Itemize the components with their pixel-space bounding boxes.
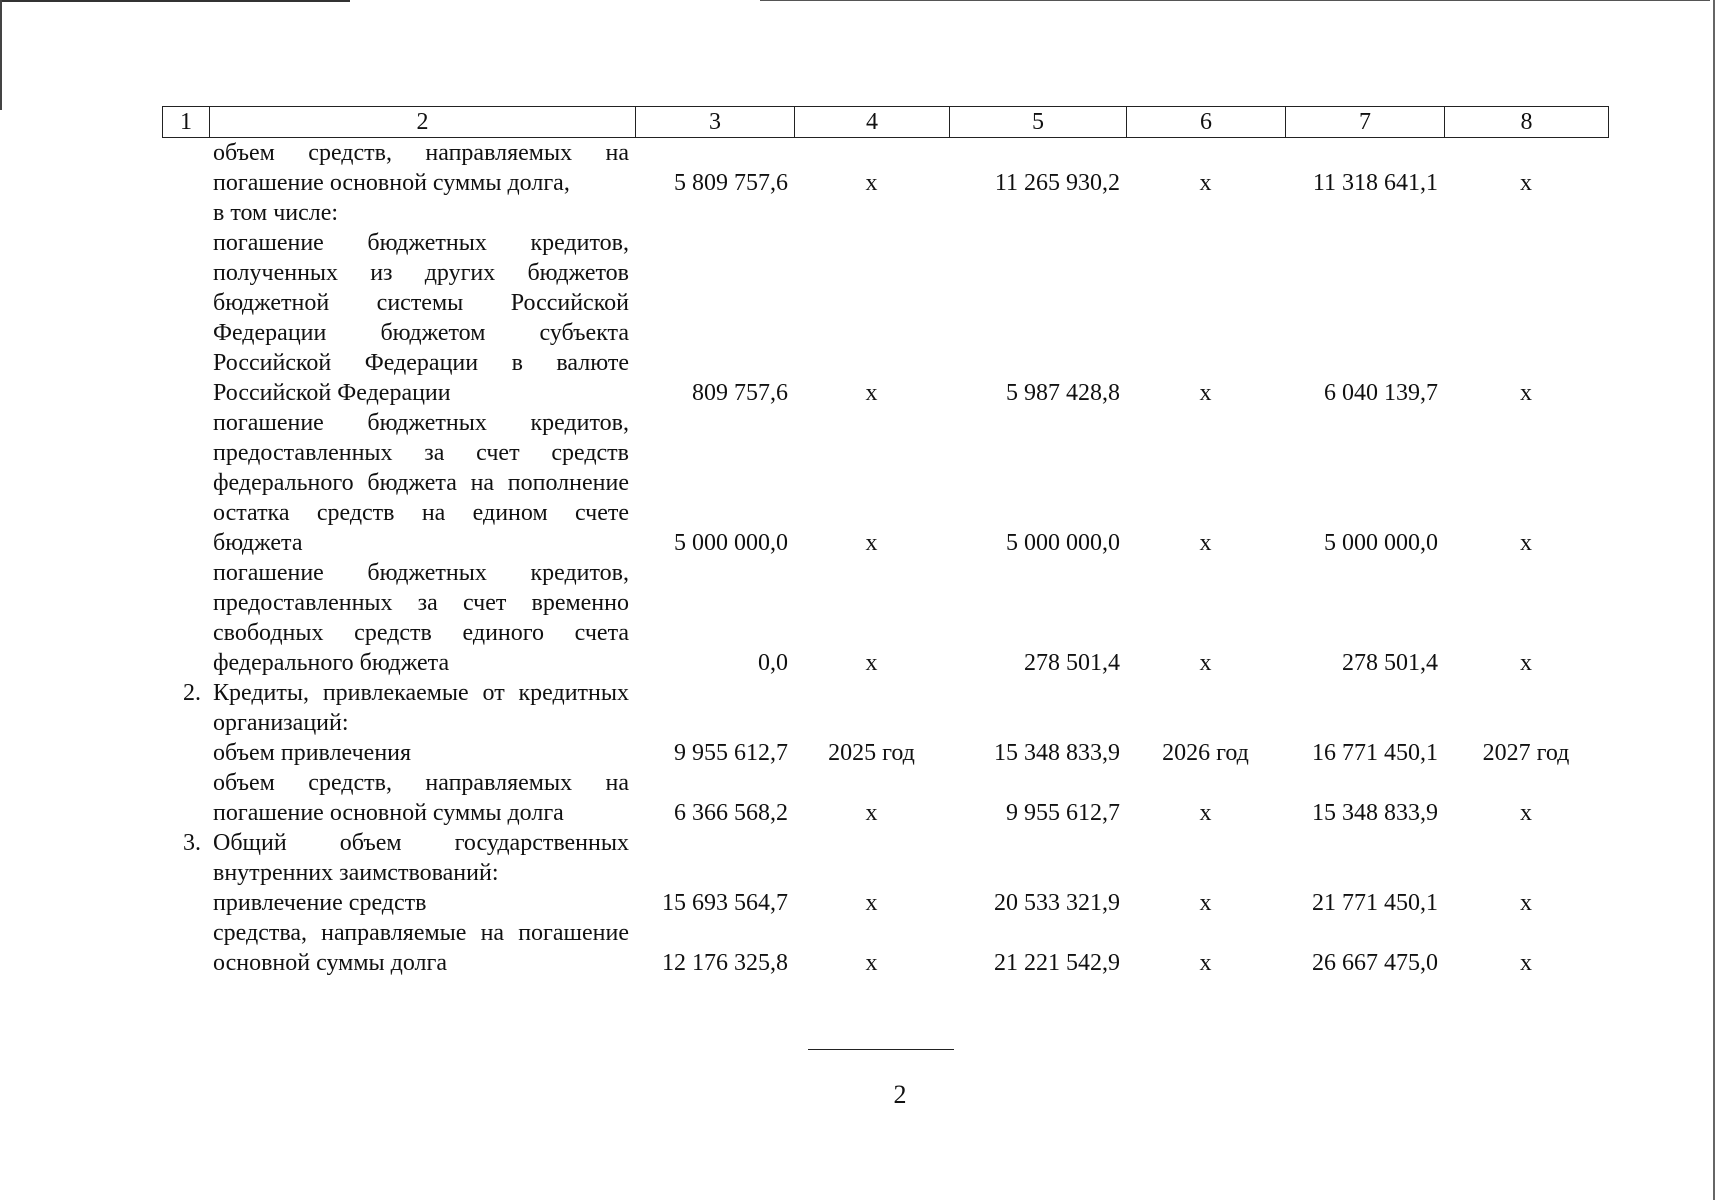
scan-edge-left — [0, 0, 3, 110]
value-col-4: 2025 год — [828, 740, 915, 766]
column-number-header — [162, 106, 1609, 138]
value-col-6: 2026 год — [1162, 740, 1249, 766]
row-label: средства, направляемые на погашение основной суммы долга — [213, 920, 629, 976]
table-row — [162, 828, 1608, 888]
row-label: Кредиты, привлекаемые от кредитных организаций: — [213, 680, 629, 736]
table-row — [162, 678, 1608, 738]
header-col-2: 2 — [210, 107, 636, 138]
value-col-8: х — [1520, 650, 1532, 676]
value-col-6: х — [1199, 530, 1212, 556]
value-col-7 — [1285, 678, 1444, 738]
table-row — [162, 768, 1608, 828]
value-col-5 — [949, 828, 1126, 888]
row-label: в том числе: — [213, 200, 339, 226]
row-number — [162, 408, 209, 558]
value-col-5: 21 221 542,9 — [994, 950, 1120, 976]
value-col-7: 5 000 000,0 — [1324, 530, 1438, 556]
table-row — [162, 558, 1608, 678]
header-col-4: 4 — [795, 107, 950, 138]
value-col-7: 16 771 450,1 — [1312, 740, 1438, 766]
value-col-8 — [1444, 198, 1608, 228]
value-col-6: х — [1199, 380, 1212, 406]
value-col-5: 15 348 833,9 — [994, 740, 1120, 766]
value-col-7: 278 501,4 — [1342, 650, 1438, 676]
row-label: объем привлечения — [213, 740, 412, 766]
value-col-6: х — [1199, 890, 1212, 916]
value-col-8: х — [1520, 950, 1532, 976]
scan-edge-top-right — [760, 0, 1710, 2]
value-col-6: х — [1199, 170, 1212, 196]
row-label: Общий объем государственных внутренних заимствований: — [213, 830, 629, 886]
row-number — [162, 738, 209, 768]
table-row — [162, 918, 1608, 978]
value-col-5: 278 501,4 — [1024, 650, 1120, 676]
row-number — [162, 768, 209, 828]
value-col-6 — [1126, 198, 1285, 228]
value-col-6 — [1126, 828, 1285, 888]
value-col-4: х — [865, 170, 878, 196]
value-col-5: 5 987 428,8 — [1006, 380, 1120, 406]
value-col-4: х — [865, 950, 878, 976]
value-col-8: х — [1520, 170, 1532, 196]
value-col-7 — [1285, 828, 1444, 888]
table-row — [162, 888, 1608, 918]
value-col-8 — [1444, 828, 1608, 888]
value-col-3 — [635, 198, 794, 228]
value-col-8: х — [1520, 380, 1532, 406]
value-col-7: 15 348 833,9 — [1312, 800, 1438, 826]
value-col-4: х — [865, 380, 878, 406]
value-col-3 — [635, 828, 794, 888]
row-number: 3. — [183, 830, 201, 856]
value-col-4: х — [865, 650, 878, 676]
value-col-3: 5 809 757,6 — [674, 170, 788, 196]
value-col-7: 11 318 641,1 — [1312, 170, 1438, 196]
header-col-1: 1 — [163, 107, 210, 138]
value-col-5: 5 000 000,0 — [1006, 530, 1120, 556]
row-number — [162, 888, 209, 918]
header-col-5: 5 — [950, 107, 1127, 138]
borrowings-table — [162, 138, 1608, 978]
value-col-8: 2027 год — [1482, 740, 1570, 766]
value-col-6: х — [1199, 800, 1212, 826]
value-col-5 — [949, 678, 1126, 738]
row-label: погашение бюджетных кредитов, предоставленных за счет средств федерального бюджета на пополнение остатка средств на едином счете бюджета — [213, 410, 629, 556]
value-col-4: х — [865, 530, 878, 556]
table-row — [162, 228, 1608, 408]
value-col-3: 5 000 000,0 — [674, 530, 788, 556]
row-number — [162, 918, 209, 978]
row-label: объем средств, направляемых на погашение основной суммы долга — [213, 770, 629, 826]
value-col-3: 9 955 612,7 — [674, 740, 788, 766]
value-col-8: х — [1520, 800, 1532, 826]
row-number — [162, 138, 209, 198]
value-col-5: 9 955 612,7 — [1006, 800, 1120, 826]
value-col-5: 11 265 930,2 — [994, 170, 1120, 196]
value-col-3: 12 176 325,8 — [662, 950, 788, 976]
row-label: объем средств, направляемых на погашение основной суммы долга, — [213, 140, 629, 196]
table-row — [162, 738, 1608, 768]
row-number — [162, 228, 209, 408]
row-number — [162, 198, 209, 228]
header-col-8: 8 — [1445, 107, 1609, 138]
header-col-6: 6 — [1127, 107, 1286, 138]
row-number — [162, 558, 209, 678]
row-label: погашение бюджетных кредитов, полученных из других бюджетов бюджетной системы Российской Федерации бюджетом субъекта Российской Федерации в валюте Российской Федерации — [213, 230, 629, 406]
value-col-7: 21 771 450,1 — [1312, 890, 1438, 916]
value-col-8: х — [1520, 890, 1532, 916]
value-col-4 — [794, 828, 949, 888]
value-col-4: х — [865, 800, 878, 826]
value-col-7 — [1285, 198, 1444, 228]
table-row — [162, 198, 1608, 228]
value-col-5: 20 533 321,9 — [994, 890, 1120, 916]
table-row — [162, 138, 1608, 198]
scan-edge-top — [0, 0, 350, 3]
header-col-7: 7 — [1286, 107, 1445, 138]
value-col-3: 15 693 564,7 — [662, 890, 788, 916]
value-col-7: 6 040 139,7 — [1324, 380, 1438, 406]
value-col-3: 809 757,6 — [692, 380, 788, 406]
table-row — [162, 408, 1608, 558]
header-col-3: 3 — [636, 107, 795, 138]
row-number: 2. — [183, 680, 201, 706]
value-col-8: х — [1520, 530, 1532, 556]
value-col-3: 0,0 — [758, 650, 788, 676]
value-col-5 — [949, 198, 1126, 228]
value-col-6 — [1126, 678, 1285, 738]
value-col-4: х — [865, 890, 878, 916]
value-col-8 — [1444, 678, 1608, 738]
document-page — [162, 106, 1608, 978]
row-label: погашение бюджетных кредитов, предоставленных за счет временно свободных средств единого счета федерального бюджета — [213, 560, 629, 676]
value-col-7: 26 667 475,0 — [1312, 950, 1438, 976]
value-col-3: 6 366 568,2 — [674, 800, 788, 826]
value-col-6: х — [1199, 950, 1212, 976]
value-col-6: х — [1199, 650, 1212, 676]
page-separator-line — [808, 1049, 954, 1050]
value-col-4 — [794, 678, 949, 738]
value-col-3 — [635, 678, 794, 738]
page-number: 2 — [893, 1080, 907, 1109]
row-label: привлечение средств — [213, 890, 427, 916]
value-col-4 — [794, 198, 949, 228]
